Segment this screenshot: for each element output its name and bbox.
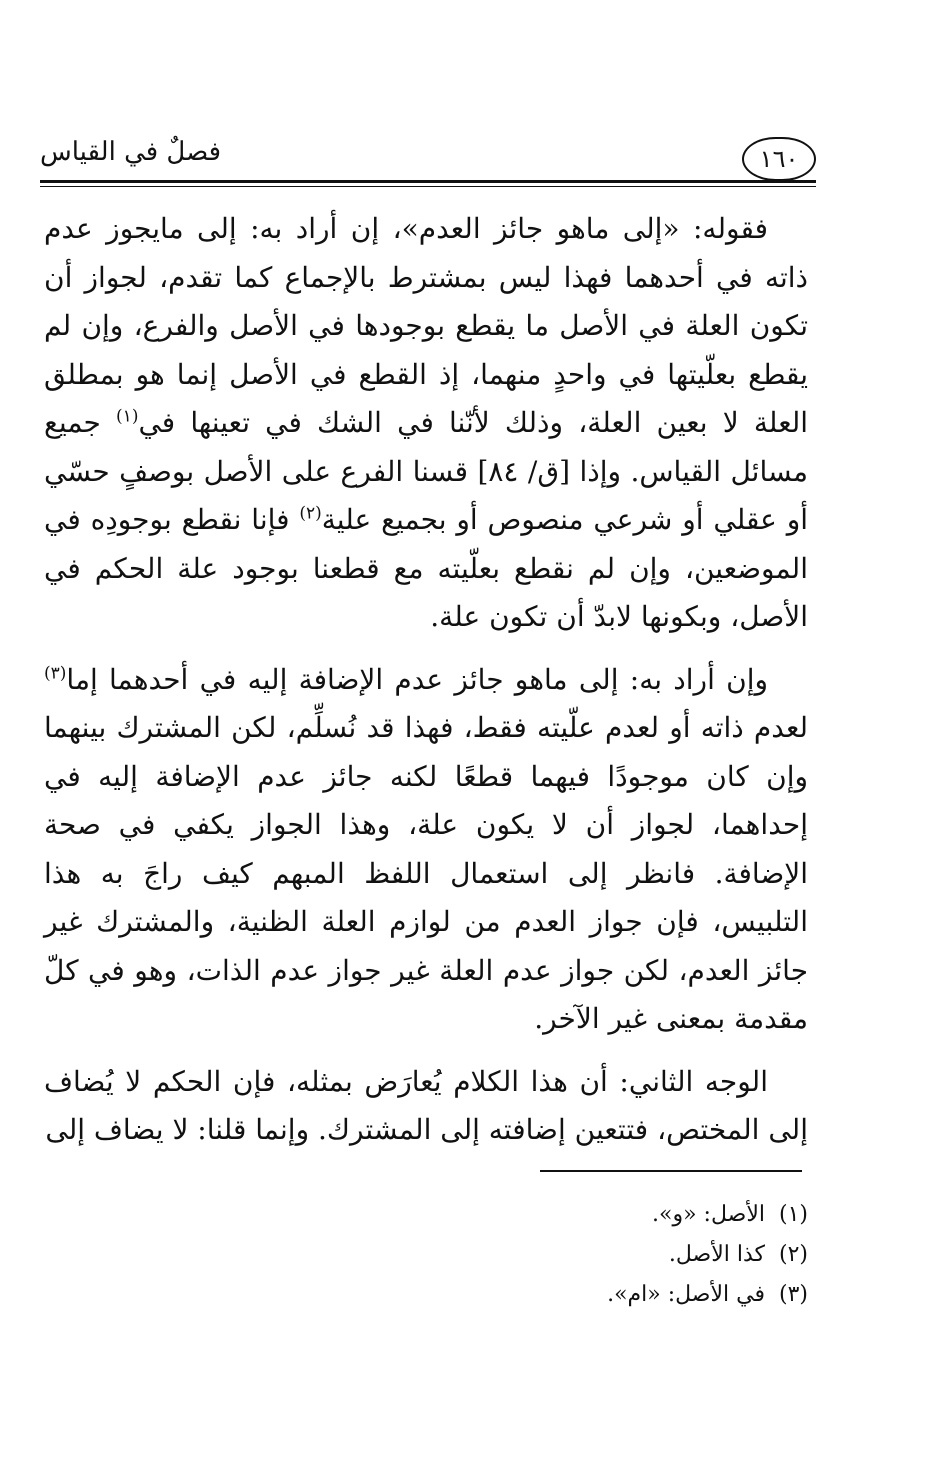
text-segment: فإنا نقطع بوجودِه في الموضعين، وإن لم نقطع بعلّيته مع قطعنا بوجود علة الحكم في الأصل، وبكونها لابدّ أن تكون علة. (44, 503, 808, 633)
footnote-text: في الأصل: «ام». (607, 1282, 765, 1307)
footnote-number: (٣) (778, 1282, 808, 1307)
footnote-number: (١) (778, 1202, 808, 1227)
footnote (208, 1235, 808, 1275)
footnote (208, 1275, 808, 1315)
footnotes (208, 1195, 808, 1315)
footnote-ref: (٢) (299, 503, 322, 524)
footnote-ref: (٣) (44, 663, 67, 684)
paragraph (44, 1058, 808, 1155)
page-number: ١٦٠ (742, 137, 816, 181)
text-segment: الوجه الثاني: أن هذا الكلام يُعارَض بمثله، فإن الحكم لا يُضاف إلى المختص، فتتعين إضافته إلى المشترك. وإنما قلنا: لا يضاف إلى (44, 1064, 808, 1146)
footnote-ref: (١) (116, 406, 139, 427)
main-text (44, 205, 808, 1169)
header-rule-thin (40, 186, 816, 187)
footnote-separator (540, 1170, 802, 1172)
text-segment: وإن أراد به: إلى ماهو جائز عدم الإضافة إليه في أحدهما إما (66, 662, 768, 696)
header-rule (40, 180, 816, 183)
text-segment: جميع مسائل القياس. وإذا [ق/ ٨٤] قسنا الفرع على الأصل بوصفٍ حسّي أو عقلي أو شرعي منصوص أو بجميع علية (44, 406, 808, 536)
text-segment: لعدم ذاته أو لعدم علّيته فقط، فهذا قد نُسلِّم، لكن المشترك بينهما وإن كان موجودًا فيهما قطعًا لكنه جائز عدم الإضافة إليه في إحداهما، لجواز أن لا يكون علة، وهذا الجواز يكفي في صحة الإضافة. فانظر إلى استعمال اللفظ المبهم كيف راجَ به هذا التلبيس، فإن جواز العدم من لوازم العلة الظنية، والمشترك غير جائز العدم، لكن جواز عدم العلة غير جواز عدم الذات، وهو في كلّ مقدمة بمعنى غير الآخر. (44, 711, 808, 1035)
footnote-text: كذا الأصل. (668, 1242, 765, 1267)
paragraph (44, 656, 808, 1044)
footnote-text: الأصل: «و». (652, 1202, 765, 1227)
paragraph (44, 205, 808, 642)
footnote (208, 1195, 808, 1235)
running-title: فصلٌ في القياس (40, 137, 222, 167)
footnote-number: (٢) (778, 1242, 808, 1267)
text-segment: فقوله: «إلى ماهو جائز العدم»، إن أراد به: إلى مايجوز عدم ذاته في أحدهما فهذا ليس بمشترط بالإجماع كما تقدم، لجواز أن تكون العلة في الأصل ما يقطع بوجودها في الأصل والفرع، وإن لم يقطع بعلّيتها في واحدٍ منهما، إذ القطع في الأصل إنما هو بمطلق العلة لا بعين العلة، وذلك لأنّنا في الشك في تعينها في (44, 212, 809, 439)
page-header (40, 135, 816, 185)
